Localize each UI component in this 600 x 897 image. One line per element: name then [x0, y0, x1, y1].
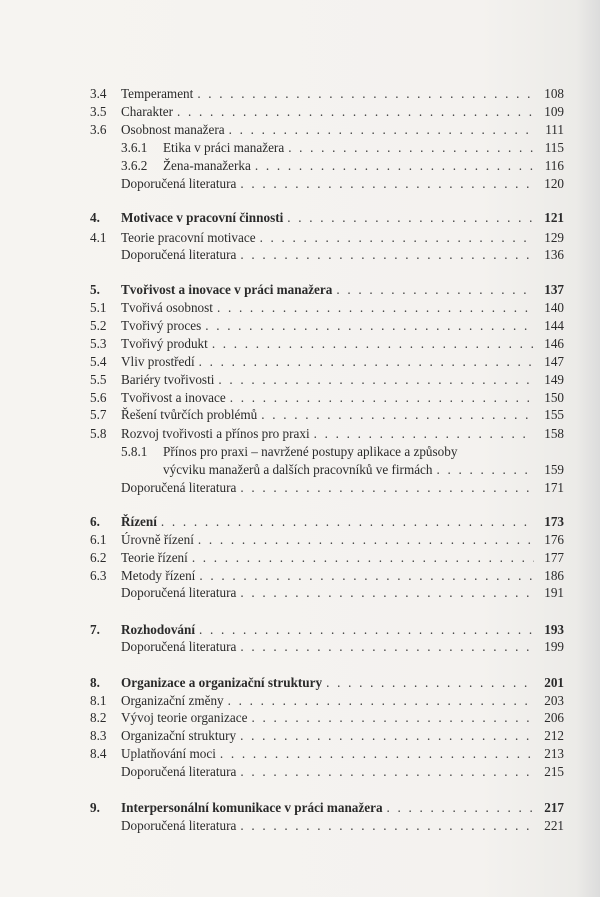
chapter-number: 7.: [90, 622, 100, 637]
toc-entry-title-line: [121, 799, 538, 817]
dot-leader: [205, 317, 534, 335]
toc-entry-title-line: [121, 674, 538, 692]
toc-entry: [0, 335, 600, 353]
page-number: 146: [544, 336, 564, 351]
toc-entry: [0, 139, 600, 157]
dot-leader: [220, 745, 534, 763]
section-number: 5.2: [90, 318, 107, 333]
toc-entry-title-line: [121, 817, 538, 835]
toc-entry-title-line: [121, 638, 538, 656]
section-title: Doporučená literatura: [121, 818, 237, 833]
toc-entry-title-line: [121, 425, 538, 443]
section-title: Doporučená literatura: [121, 176, 237, 191]
dot-leader: [240, 246, 534, 264]
dot-leader: [255, 157, 534, 175]
toc-entry-title-line: [121, 353, 538, 371]
toc-entry-title-line: [121, 335, 538, 353]
section-number: 5.6: [90, 390, 107, 405]
toc-entry-title-line: [121, 621, 538, 639]
dot-leader: [240, 817, 534, 835]
toc-entry: [0, 763, 600, 781]
chapter-title: Řízení: [121, 514, 157, 529]
section-title: Tvořivý produkt: [121, 336, 208, 351]
section-title: Organizační struktury: [121, 728, 237, 743]
toc-entry-title-line: [121, 709, 538, 727]
section-title: Teorie řízení: [121, 550, 188, 565]
section-title: Temperament: [121, 86, 194, 101]
page-number: 171: [544, 480, 564, 495]
toc-chapter-entry: [0, 674, 600, 692]
toc-entry: [0, 745, 600, 763]
toc-entry-title-line: [121, 692, 538, 710]
page-number: 213: [544, 746, 564, 761]
toc-chapter-entry: [0, 513, 600, 531]
section-title: Metody řízení: [121, 568, 196, 583]
section-title: Uplatňování moci: [121, 746, 216, 761]
dot-leader: [199, 621, 534, 639]
toc-entry: [0, 692, 600, 710]
chapter-title: Tvořivost a inovace v práci manažera: [121, 282, 333, 297]
section-title: Úrovně řízení: [121, 532, 194, 547]
dot-leader: [240, 727, 534, 745]
dot-leader: [228, 692, 534, 710]
section-title: Doporučená literatura: [121, 639, 237, 654]
section-title: Etika v práci manažera: [163, 140, 285, 155]
page-number: 158: [544, 426, 564, 441]
toc-entry: [0, 479, 600, 497]
dot-leader: [199, 567, 534, 585]
dot-leader: [218, 371, 534, 389]
page-number: 201: [544, 675, 564, 690]
section-number: 3.5: [90, 104, 107, 119]
dot-leader: [212, 335, 534, 353]
section-title: Přínos pro praxi – navržené postupy aplikace a způsoby: [163, 444, 458, 459]
toc-entry-title-line: [121, 567, 538, 585]
page-number: 191: [544, 585, 564, 600]
toc-entry: [0, 727, 600, 745]
page-number: 115: [544, 140, 564, 155]
toc-entry-title-line: [121, 479, 538, 497]
dot-leader: [230, 389, 534, 407]
section-number: 5.4: [90, 354, 107, 369]
toc-entry: [0, 443, 600, 461]
toc-entry: [0, 425, 600, 443]
toc-entry: [0, 299, 600, 317]
section-title: Organizační změny: [121, 693, 224, 708]
section-title: Vliv prostředí: [121, 354, 195, 369]
page-number: 147: [544, 354, 564, 369]
page-number: 193: [544, 622, 564, 637]
page-number: 136: [544, 247, 564, 262]
section-title: Charakter: [121, 104, 173, 119]
chapter-title: Rozhodování: [121, 622, 196, 637]
toc-chapter-entry: [0, 799, 600, 817]
toc-chapter-entry: [0, 281, 600, 299]
page-number: 121: [544, 210, 564, 225]
page-number: 177: [544, 550, 564, 565]
section-number: 6.1: [90, 532, 107, 547]
chapter-number: 4.: [90, 210, 100, 225]
toc-entry: [0, 229, 600, 247]
toc-entry: [0, 531, 600, 549]
page-number: 186: [544, 568, 564, 583]
toc-entry: [0, 709, 600, 727]
page-number: 212: [544, 728, 564, 743]
toc-entry: [0, 175, 600, 193]
dot-leader: [161, 513, 534, 531]
toc-entry-title-line: [121, 745, 538, 763]
chapter-title: Interpersonální komunikace v práci manažera: [121, 800, 383, 815]
dot-leader: [336, 281, 534, 299]
dot-leader: [177, 103, 534, 121]
dot-leader: [240, 763, 534, 781]
section-title: Teorie pracovní motivace: [121, 230, 256, 245]
toc-entry-title-line: [121, 246, 538, 264]
toc-entry: [0, 353, 600, 371]
dot-leader: [240, 584, 534, 602]
section-title: Doporučená literatura: [121, 480, 237, 495]
section-title: Doporučená literatura: [121, 764, 237, 779]
toc-entry-title-line: [163, 139, 538, 157]
toc-entry-title-line: [121, 531, 538, 549]
page-number: 199: [544, 639, 564, 654]
toc-entry-title-line: [121, 229, 538, 247]
toc-entry-title-line: [121, 549, 538, 567]
toc-entry: [0, 85, 600, 103]
page-number: 111: [545, 122, 564, 137]
page-number: 149: [544, 372, 564, 387]
section-number: 6.2: [90, 550, 107, 565]
section-title: Osobnost manažera: [121, 122, 225, 137]
toc-entry-title-line: [121, 513, 538, 531]
toc-entry-title-line: [121, 317, 538, 335]
page-number: 155: [544, 407, 564, 422]
toc-entry-title-line: [163, 157, 538, 175]
section-number: 3.6.1: [121, 140, 148, 155]
dot-leader: [240, 479, 534, 497]
toc-entry: [0, 246, 600, 264]
dot-leader: [437, 461, 534, 479]
chapter-title: Motivace v pracovní činnosti: [121, 210, 284, 225]
chapter-number: 6.: [90, 514, 100, 529]
section-number: 8.1: [90, 693, 107, 708]
toc-entry-title-line: [121, 121, 538, 139]
page-number: 108: [544, 86, 564, 101]
dot-leader: [314, 425, 534, 443]
toc-entry-title-line: [121, 281, 538, 299]
section-title: Žena-manažerka: [163, 158, 251, 173]
toc-entry-title-line: [121, 389, 538, 407]
toc-entry-title-line: [163, 461, 538, 479]
section-number: 5.8: [90, 426, 107, 441]
dot-leader: [198, 531, 534, 549]
page-number: 206: [544, 710, 564, 725]
section-title: Doporučená literatura: [121, 585, 237, 600]
section-number: 5.7: [90, 407, 107, 422]
chapter-number: 5.: [90, 282, 100, 297]
toc-entry-title-line: [121, 85, 538, 103]
dot-leader: [240, 175, 534, 193]
page-number: 137: [544, 282, 564, 297]
toc-entry: [0, 371, 600, 389]
dot-leader: [197, 85, 534, 103]
toc-entry: [0, 103, 600, 121]
section-number: 5.8.1: [121, 444, 148, 459]
section-number: 8.2: [90, 710, 107, 725]
page-number: 176: [544, 532, 564, 547]
dot-leader: [260, 229, 534, 247]
toc-chapter-entry: [0, 209, 600, 227]
section-title: Tvořivý proces: [121, 318, 202, 333]
dot-leader: [251, 709, 534, 727]
toc-entry: [0, 389, 600, 407]
toc-entry-title-line: [121, 584, 538, 602]
chapter-title: Organizace a organizační struktury: [121, 675, 323, 690]
toc-entry-title-line: [121, 727, 538, 745]
section-number: 4.1: [90, 230, 107, 245]
toc-entry: [0, 406, 600, 424]
page-number: 150: [544, 390, 564, 405]
toc-entry-title-line: [121, 103, 538, 121]
section-number: 5.3: [90, 336, 107, 351]
section-number: 5.5: [90, 372, 107, 387]
toc-entry: [0, 317, 600, 335]
section-number: 5.1: [90, 300, 107, 315]
toc-entry: [0, 584, 600, 602]
section-title: Vývoj teorie organizace: [121, 710, 248, 725]
dot-leader: [387, 799, 534, 817]
toc-chapter-entry: [0, 621, 600, 639]
dot-leader: [199, 353, 534, 371]
section-title: Řešení tvůrčích problémů: [121, 407, 258, 422]
section-number: 3.4: [90, 86, 107, 101]
page-number: 159: [544, 462, 564, 477]
page-number: 215: [544, 764, 564, 779]
toc-entry-title-line: [121, 406, 538, 424]
page-number: 140: [544, 300, 564, 315]
dot-leader: [192, 549, 534, 567]
page-number: 203: [544, 693, 564, 708]
toc-entry: [0, 817, 600, 835]
section-number: 6.3: [90, 568, 107, 583]
section-title: Tvořivá osobnost: [121, 300, 213, 315]
toc-entry-title-line: [121, 175, 538, 193]
section-number: 8.3: [90, 728, 107, 743]
dot-leader: [229, 121, 534, 139]
section-number: 8.4: [90, 746, 107, 761]
toc-entry-continuation: [0, 461, 600, 479]
dot-leader: [261, 406, 534, 424]
page-number: 116: [544, 158, 564, 173]
page-number: 221: [544, 818, 564, 833]
toc-entry: [0, 121, 600, 139]
page-number: 173: [544, 514, 564, 529]
chapter-number: 9.: [90, 800, 100, 815]
page-number: 109: [544, 104, 564, 119]
toc-entry-title-line: [121, 299, 538, 317]
dot-leader: [287, 209, 534, 227]
section-title-continuation: výcviku manažerů a dalších pracovníků ve firmách: [163, 462, 433, 477]
chapter-number: 8.: [90, 675, 100, 690]
toc-entry: [0, 567, 600, 585]
section-title: Bariéry tvořivosti: [121, 372, 215, 387]
toc-entry-title-line: [121, 763, 538, 781]
dot-leader: [326, 674, 534, 692]
toc-entry-title-line: [121, 209, 538, 227]
section-title: Tvořivost a inovace: [121, 390, 226, 405]
dot-leader: [240, 638, 534, 656]
page-number: 144: [544, 318, 564, 333]
dot-leader: [217, 299, 534, 317]
page-number: 217: [544, 800, 564, 815]
toc-entry: [0, 157, 600, 175]
page-number: 120: [544, 176, 564, 191]
section-title: Doporučená literatura: [121, 247, 237, 262]
page-number: 129: [544, 230, 564, 245]
dot-leader: [288, 139, 534, 157]
toc-entry: [0, 549, 600, 567]
section-number: 3.6.2: [121, 158, 148, 173]
section-number: 3.6: [90, 122, 107, 137]
section-title: Rozvoj tvořivosti a přínos pro praxi: [121, 426, 310, 441]
toc-entry: [0, 638, 600, 656]
toc-entry-title-line: [121, 371, 538, 389]
